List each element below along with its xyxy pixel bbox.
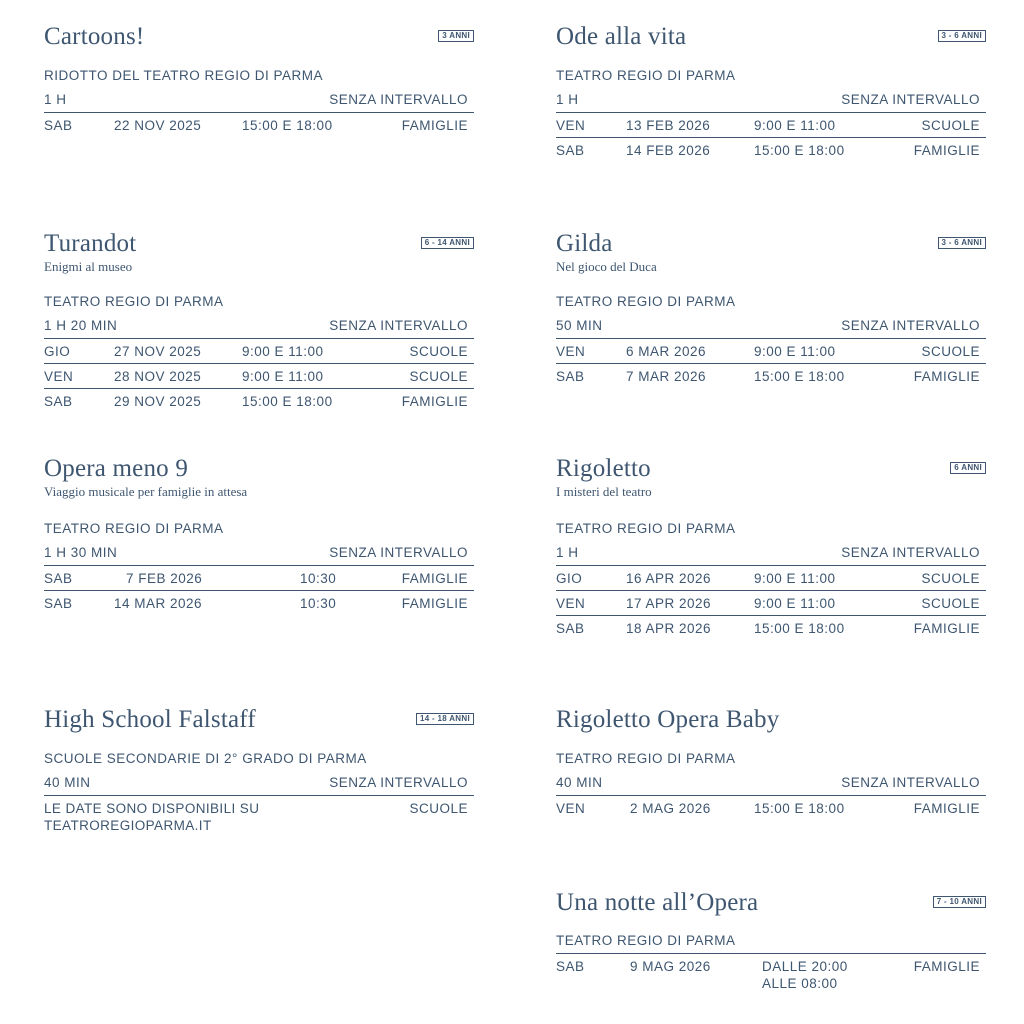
interval: SENZA INTERVALLO bbox=[841, 545, 980, 560]
day: SAB bbox=[556, 621, 585, 636]
venue: SCUOLE SECONDARIE DI 2° GRADO DI PARMA bbox=[44, 751, 367, 766]
audience: FAMIGLIE bbox=[401, 394, 468, 409]
date: 13 FEB 2026 bbox=[626, 118, 711, 133]
interval: SENZA INTERVALLO bbox=[329, 92, 468, 107]
show-title: Gilda bbox=[556, 230, 613, 257]
audience: FAMIGLIE bbox=[401, 118, 468, 133]
show-subtitle: I misteri del teatro bbox=[556, 484, 652, 499]
day: SAB bbox=[44, 571, 73, 586]
venue: TEATRO REGIO DI PARMA bbox=[556, 751, 736, 766]
audience: SCUOLE bbox=[921, 596, 980, 611]
date-row bbox=[556, 113, 986, 138]
venue: RIDOTTO DEL TEATRO REGIO DI PARMA bbox=[44, 68, 324, 83]
duration-row bbox=[556, 771, 986, 796]
audience: SCUOLE bbox=[921, 118, 980, 133]
show-title: High School Falstaff bbox=[44, 706, 256, 733]
audience: SCUOLE bbox=[921, 344, 980, 359]
age-badge: 3 - 6 ANNI bbox=[938, 237, 987, 249]
date: 28 NOV 2025 bbox=[114, 369, 202, 384]
time: DALLE 20:00 ALLE 08:00 bbox=[762, 959, 848, 991]
duration-row bbox=[556, 314, 986, 339]
day: VEN bbox=[44, 369, 74, 384]
age-badge: 3 ANNI bbox=[438, 30, 474, 42]
duration: 40 MIN bbox=[44, 775, 91, 790]
age-badge: 14 - 18 ANNI bbox=[416, 713, 474, 725]
date: 7 FEB 2026 bbox=[126, 571, 203, 586]
audience: FAMIGLIE bbox=[401, 571, 468, 586]
date: 7 MAR 2026 bbox=[626, 369, 707, 384]
time: 10:30 bbox=[300, 596, 337, 611]
time: 15:00 E 18:00 bbox=[242, 394, 333, 409]
audience: FAMIGLIE bbox=[913, 801, 980, 816]
date-row bbox=[556, 591, 986, 616]
interval: SENZA INTERVALLO bbox=[841, 775, 980, 790]
show-subtitle: Enigmi al museo bbox=[44, 259, 133, 274]
day: VEN bbox=[556, 801, 586, 816]
time: 15:00 E 18:00 bbox=[242, 118, 333, 133]
date: 16 APR 2026 bbox=[626, 571, 712, 586]
audience: FAMIGLIE bbox=[913, 621, 980, 636]
dates-note: LE DATE SONO DISPONIBILI SU TEATROREGIOPARMA.IT bbox=[44, 801, 260, 833]
duration-row bbox=[44, 771, 474, 796]
day: VEN bbox=[556, 118, 586, 133]
interval: SENZA INTERVALLO bbox=[841, 92, 980, 107]
time: 9:00 E 11:00 bbox=[242, 344, 324, 359]
date-row bbox=[556, 138, 986, 162]
time: 10:30 bbox=[300, 571, 337, 586]
date: 27 NOV 2025 bbox=[114, 344, 202, 359]
age-badge: 6 - 14 ANNI bbox=[421, 237, 474, 249]
audience: FAMIGLIE bbox=[913, 143, 980, 158]
date: 9 MAG 2026 bbox=[630, 959, 711, 974]
date: 14 FEB 2026 bbox=[626, 143, 711, 158]
duration: 40 MIN bbox=[556, 775, 603, 790]
date-row bbox=[44, 364, 474, 389]
date: 22 NOV 2025 bbox=[114, 118, 202, 133]
venue: TEATRO REGIO DI PARMA bbox=[44, 521, 224, 536]
interval: SENZA INTERVALLO bbox=[329, 545, 468, 560]
duration: 1 H 30 MIN bbox=[44, 545, 118, 560]
duration: 1 H bbox=[556, 545, 579, 560]
audience: SCUOLE bbox=[409, 801, 468, 816]
time: 15:00 E 18:00 bbox=[754, 369, 845, 384]
duration: 50 MIN bbox=[556, 318, 603, 333]
show-title: Rigoletto bbox=[556, 455, 651, 482]
duration: 1 H bbox=[556, 92, 579, 107]
date-row bbox=[556, 954, 986, 994]
date: 17 APR 2026 bbox=[626, 596, 712, 611]
date: 6 MAR 2026 bbox=[626, 344, 707, 359]
day: VEN bbox=[556, 596, 586, 611]
interval: SENZA INTERVALLO bbox=[329, 318, 468, 333]
day: VEN bbox=[556, 344, 586, 359]
day: SAB bbox=[556, 369, 585, 384]
duration: 1 H 20 MIN bbox=[44, 318, 118, 333]
audience: SCUOLE bbox=[409, 369, 468, 384]
date-row bbox=[556, 616, 986, 640]
day: SAB bbox=[44, 118, 73, 133]
duration-row bbox=[556, 541, 986, 566]
duration-row bbox=[44, 541, 474, 566]
day: SAB bbox=[556, 959, 585, 974]
show-title: Turandot bbox=[44, 230, 137, 257]
show-subtitle: Nel gioco del Duca bbox=[556, 259, 657, 274]
time: 9:00 E 11:00 bbox=[754, 118, 836, 133]
date-row bbox=[44, 566, 474, 591]
age-badge: 7 - 10 ANNI bbox=[933, 896, 986, 908]
interval: SENZA INTERVALLO bbox=[329, 775, 468, 790]
date: 18 APR 2026 bbox=[626, 621, 712, 636]
date-row bbox=[44, 389, 474, 413]
day: GIO bbox=[44, 344, 71, 359]
day: SAB bbox=[44, 394, 73, 409]
time: 9:00 E 11:00 bbox=[242, 369, 324, 384]
date: 14 MAR 2026 bbox=[114, 596, 203, 611]
show-title: Cartoons! bbox=[44, 23, 145, 50]
duration: 1 H bbox=[44, 92, 67, 107]
age-badge: 3 - 6 ANNI bbox=[938, 30, 987, 42]
date-row bbox=[44, 339, 474, 364]
show-title: Rigoletto Opera Baby bbox=[556, 706, 780, 733]
time: 15:00 E 18:00 bbox=[754, 143, 845, 158]
date: 29 NOV 2025 bbox=[114, 394, 202, 409]
time: 9:00 E 11:00 bbox=[754, 571, 836, 586]
date-row bbox=[556, 339, 986, 364]
audience: FAMIGLIE bbox=[913, 369, 980, 384]
show-subtitle: Viaggio musicale per famiglie in attesa bbox=[44, 484, 248, 499]
day: SAB bbox=[44, 596, 73, 611]
duration-row bbox=[44, 314, 474, 339]
time: 15:00 E 18:00 bbox=[754, 801, 845, 816]
date-row bbox=[556, 364, 986, 388]
dates-note-row bbox=[44, 796, 474, 836]
show-title: Una notte all’Opera bbox=[556, 889, 759, 916]
audience: SCUOLE bbox=[921, 571, 980, 586]
time: 9:00 E 11:00 bbox=[754, 344, 836, 359]
day: SAB bbox=[556, 143, 585, 158]
venue: TEATRO REGIO DI PARMA bbox=[556, 521, 736, 536]
show-title: Ode alla vita bbox=[556, 23, 687, 50]
audience: SCUOLE bbox=[409, 344, 468, 359]
date-row bbox=[556, 566, 986, 591]
age-badge: 6 ANNI bbox=[950, 462, 986, 474]
interval: SENZA INTERVALLO bbox=[841, 318, 980, 333]
show-title: Opera meno 9 bbox=[44, 455, 189, 482]
day: GIO bbox=[556, 571, 583, 586]
time: 15:00 E 18:00 bbox=[754, 621, 845, 636]
audience: FAMIGLIE bbox=[913, 959, 980, 974]
time: 9:00 E 11:00 bbox=[754, 596, 836, 611]
date-row bbox=[556, 796, 986, 820]
duration-row bbox=[556, 88, 986, 113]
venue: TEATRO REGIO DI PARMA bbox=[556, 68, 736, 83]
date: 2 MAG 2026 bbox=[630, 801, 711, 816]
date-row bbox=[44, 113, 474, 137]
date-row bbox=[44, 591, 474, 615]
venue: TEATRO REGIO DI PARMA bbox=[44, 294, 224, 309]
audience: FAMIGLIE bbox=[401, 596, 468, 611]
duration-row bbox=[44, 88, 474, 113]
venue: TEATRO REGIO DI PARMA bbox=[556, 294, 736, 309]
venue: TEATRO REGIO DI PARMA bbox=[556, 929, 986, 954]
